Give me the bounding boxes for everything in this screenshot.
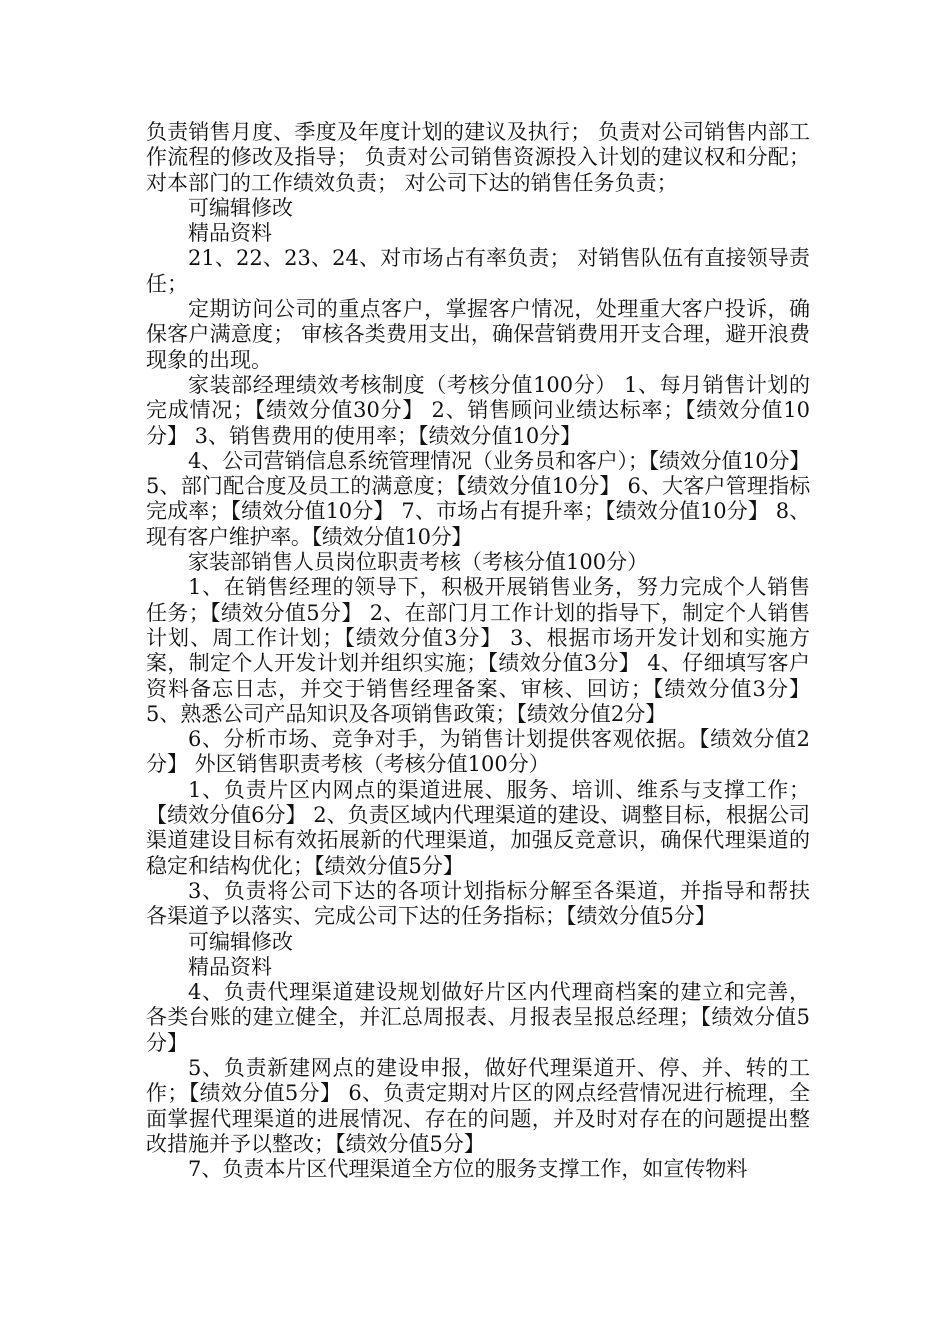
paragraph-17: 7、负责本片区代理渠道全方位的服务支撑工作，如宣传物料 — [188, 1157, 748, 1182]
paragraph-4: 21、22、23、24、对市场占有率负责； 对销售队伍有直接领导责任； — [146, 246, 810, 296]
paragraph-15: 4、负责代理渠道建设规划做好片区内代理商档案的建立和完善，各类台账的建立健全，并汇总周报表、月报表呈报总经理；【绩效分值5分】 — [146, 980, 810, 1055]
paragraph-11: 1、负责片区内网点的渠道进展、服务、培训、维系与支撑工作；【绩效分值6分】 2、负责区域内代理渠道的建设、调整目标，根据公司渠道建设目标有效拓展新的代理渠道，加强反竞意识，确保代理渠道的稳定和结构优化；【绩效分值5分】 — [146, 777, 810, 878]
paragraph-2-editable-note: 可编辑修改 — [188, 195, 293, 220]
paragraph-6: 家装部经理绩效考核制度（考核分值100分） 1、每月销售计划的完成情况；【绩效分值30分】 2、销售顾问业绩达标率；【绩效分值10分】 3、销售费用的使用率；【绩效分值10分】 — [146, 372, 810, 448]
paragraph-16: 5、负责新建网点的建设申报，做好代理渠道开、停、并、转的工作；【绩效分值5分】 6、负责定期对片区的网点经营情况进行梳理，全面掌握代理渠道的进展情况、存在的问题，并及时对存在的问题提出整改措施并予以整改；【绩效分值5分】 — [146, 1055, 810, 1156]
paragraph-3-quality-note: 精品资料 — [188, 221, 272, 246]
paragraph-12: 3、负责将公司下达的各项计划指标分解至各渠道，并指导和帮扶各渠道予以落实、完成公司下达的任务指标；【绩效分值5分】 — [146, 878, 810, 929]
paragraph-13-editable-note: 可编辑修改 — [188, 929, 293, 954]
paragraph-10: 6、分析市场、竞争对手，为销售计划提供客观依据。【绩效分值2分】 外区销售职责考核（考核分值100分） — [146, 727, 810, 777]
paragraph-14-quality-note: 精品资料 — [188, 954, 272, 979]
paragraph-9: 1、在销售经理的领导下，积极开展销售业务，努力完成个人销售任务；【绩效分值5分】 2、在部门月工作计划的指导下，制定个人销售计划、周工作计划；【绩效分值3分】 3、根据市场开发计划和实施方案，制定个人开发计划并组织实施；【绩效分值3分】 4、仔细填写客户资料备忘日志，并交于销售经理备案、审核、回访；【绩效分值3分】 5、熟悉公司产品知识及各项销售政策；【绩效分值2分】 — [146, 575, 810, 726]
paragraph-8-heading: 家装部销售人员岗位职责考核（考核分值100分） — [188, 550, 649, 575]
paragraph-7: 4、公司营销信息系统管理情况（业务员和客户）；【绩效分值10分】 5、部门配合度及员工的满意度；【绩效分值10分】 6、大客户管理指标完成率；【绩效分值10分】 7、市场占有提升率；【绩效分值10分】 8、现有客户维护率。【绩效分值10分】 — [146, 448, 810, 549]
document-page — [146, 120, 810, 1182]
paragraph-1: 负责销售月度、季度及年度计划的建议及执行； 负责对公司销售内部工作流程的修改及指导； 负责对公司销售资源投入计划的建议权和分配； 对本部门的工作绩效负责； 对公司下达的销售任务负责； — [146, 120, 810, 195]
paragraph-5: 定期访问公司的重点客户，掌握客户情况，处理重大客户投诉，确保客户满意度； 审核各类费用支出，确保营销费用开支合理，避开浪费现象的出现。 — [146, 297, 810, 372]
